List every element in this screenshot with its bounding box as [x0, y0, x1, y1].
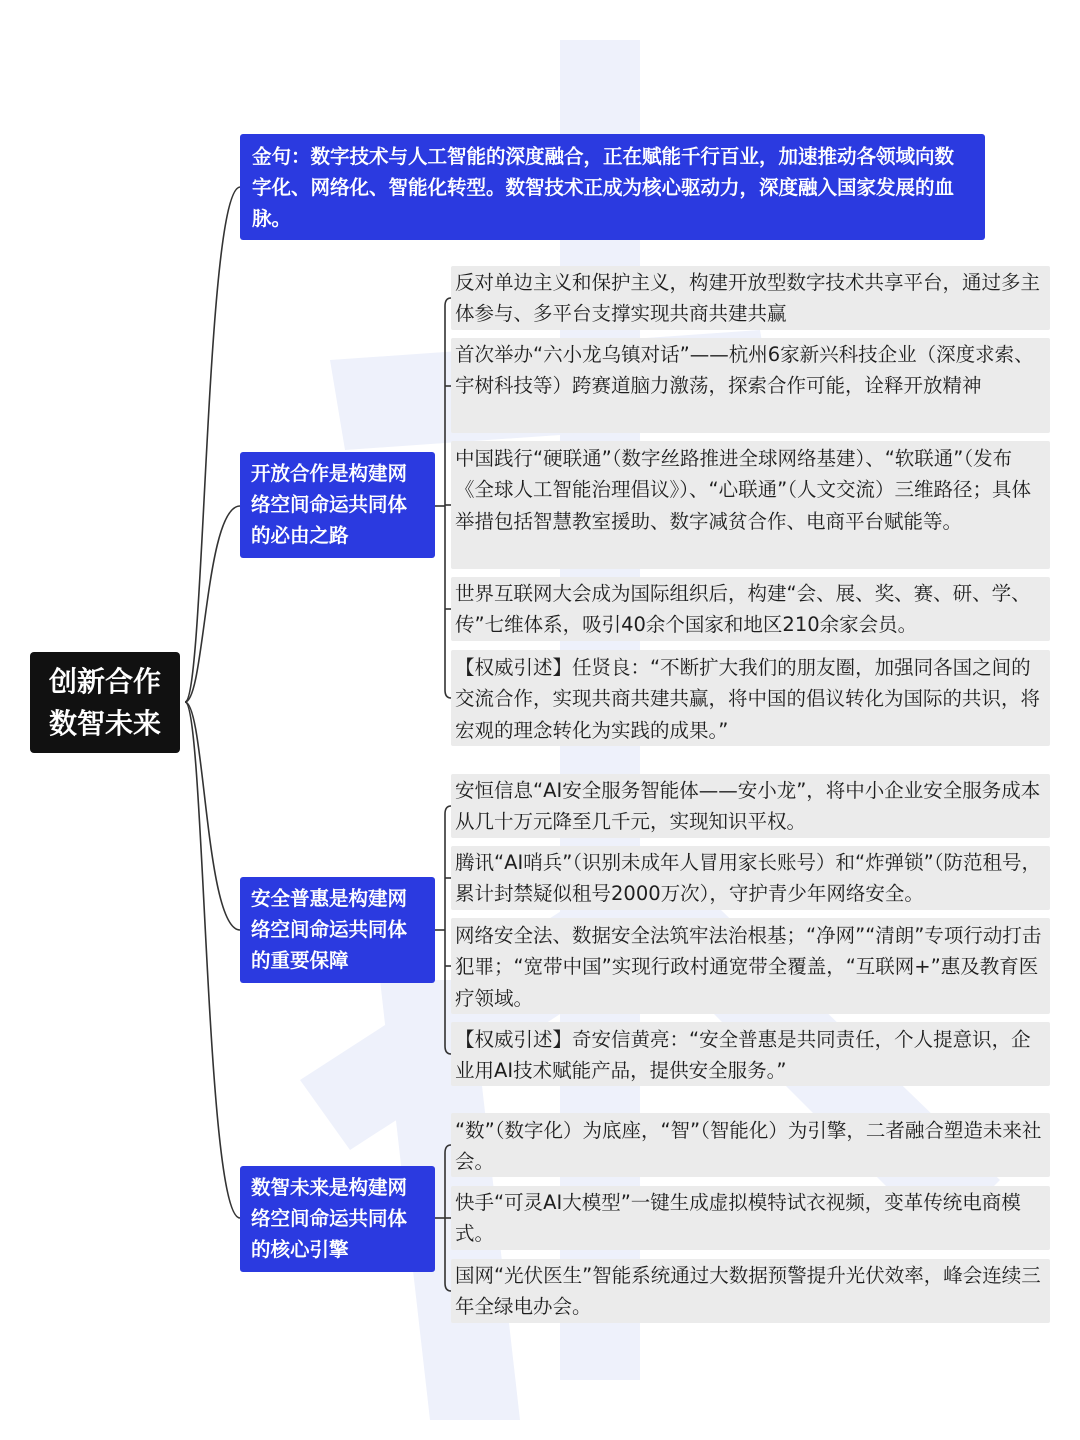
- leaf-node: 网络安全法、数据安全法筑牢法治根基；“净网”“清朗”专项行动打击犯罪；“宽带中国”实现行政村通宽带全覆盖，“互联网+”惠及教育医疗领域。: [451, 918, 1050, 1014]
- root-connector: [185, 702, 240, 1218]
- leaf-node: 【权威引述】任贤良：“不断扩大我们的朋友圈，加强同各国之间的交流合作，实现共商共建共赢，将中国的倡议转化为国际的共识，将宏观的理念转化为实践的成果。”: [451, 650, 1050, 746]
- branch-node-open-cooperation: 开放合作是构建网络空间命运共同体的必由之路: [240, 452, 435, 558]
- leaf-node: 安恒信息“AI安全服务智能体——安小龙”，将中小企业安全服务成本从几十万元降至几千元，实现知识平权。: [451, 774, 1050, 838]
- leaf-node: 【权威引述】奇安信黄亮：“安全普惠是共同责任，个人提意识，企业用AI技术赋能产品，提供安全服务。”: [451, 1022, 1050, 1086]
- branch-node-digital-future: 数智未来是构建网络空间命运共同体的核心引擎: [240, 1166, 435, 1272]
- leaf-node: 国网“光伏医生”智能系统通过大数据预警提升光伏效率，峰会连续三年全绿电办会。: [451, 1259, 1050, 1323]
- leaf-node: 世界互联网大会成为国际组织后，构建“会、展、奖、赛、研、学、传”七维体系，吸引40余个国家和地区210余家会员。: [451, 577, 1050, 641]
- branch-node-security-inclusion: 安全普惠是构建网络空间命运共同体的重要保障: [240, 877, 435, 983]
- root-title-line-2: 数智未来: [48, 706, 161, 740]
- golden-sentence-node: 金句：数字技术与人工智能的深度融合，正在赋能千行百业，加速推动各领域向数字化、网络化、智能化转型。数智技术正成为核心驱动力，深度融入国家发展的血脉。: [240, 134, 985, 240]
- leaf-node: “数”（数字化）为底座，“智”（智能化）为引擎，二者融合塑造未来社会。: [451, 1113, 1050, 1177]
- root-node: [30, 652, 180, 753]
- root-connector: [185, 187, 240, 702]
- leaf-node: 中国践行“硬联通”（数字丝路推进全球网络基建）、“软联通”（发布《全球人工智能治理倡议》）、“心联通”（人文交流）三维路径；具体举措包括智慧教室援助、数字减贫合作、电商平台赋能等。: [451, 441, 1050, 569]
- root-title-line-1: 创新合作: [48, 664, 161, 698]
- leaf-node: 快手“可灵AI大模型”一键生成虚拟模特试衣视频，变革传统电商模式。: [451, 1186, 1050, 1250]
- leaf-node: 反对单边主义和保护主义，构建开放型数字技术共享平台，通过多主体参与、多平台支撑实现共商共建共赢: [451, 266, 1050, 330]
- leaf-node: 首次举办“六小龙乌镇对话”——杭州6家新兴科技企业（深度求索、宇树科技等）跨赛道脑力激荡，探索合作可能，诠释开放精神: [451, 338, 1050, 433]
- leaf-node: 腾讯“AI哨兵”（识别未成年人冒用家长账号）和“炸弹锁”（防范租号，累计封禁疑似租号2000万次），守护青少年网络安全。: [451, 846, 1050, 910]
